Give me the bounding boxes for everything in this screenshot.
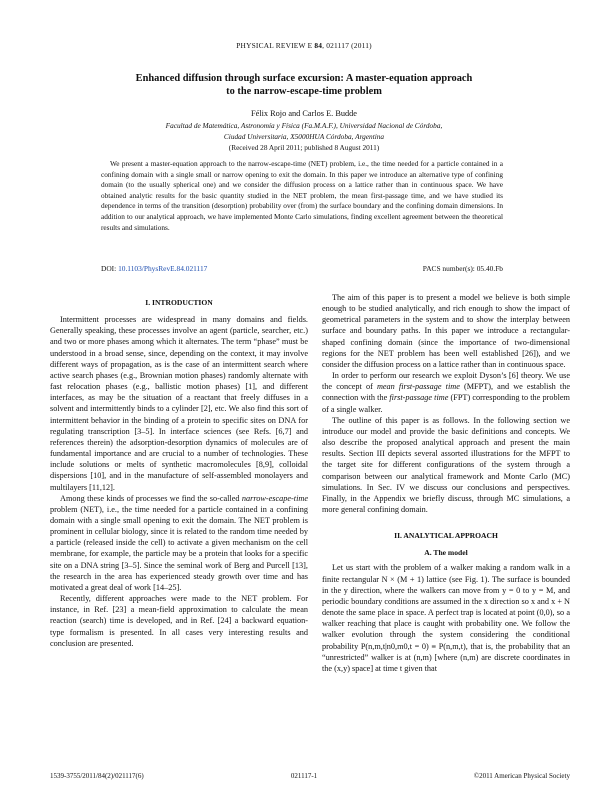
- article-number: 021117 (2011): [326, 41, 372, 50]
- section-1-heading: I. INTRODUCTION: [145, 298, 213, 307]
- intro-paragraph-2: [50, 493, 308, 593]
- footer-copyright: ©2011 American Physical Society: [473, 772, 570, 780]
- authors: Félix Rojo and Carlos E. Budde: [250, 109, 357, 118]
- doi-label: DOI:: [101, 264, 117, 273]
- text-run: (FPT) corresponding to the problem of a single walker.: [322, 393, 570, 414]
- subsection-a-heading: A. The model: [424, 548, 468, 558]
- footer-page-number: 021117-1: [290, 772, 318, 780]
- model-paragraph-1: Let us start with the problem of a walker making a random walk in a finite rectangular N × (M + 1) lattice (see Fig. 1). The surface is bounded in the y direction, where the walkers can move from y = 0 to y = M, and periodic boundary conditions are assumed in the x direction so x and x + N denote the same place in space. A perfect trap is located at point (0,0), so a walker reaching that place is caught with probability one. We follow the walker evolution through the system considering the conditional probability P(n,m,t|n0,m0,t = 0) ≡ P(n,m,t), that is, the probability that an “unrestricted” walker is at (n,m) [where (n,m) are discrete coordinates in the (x,y) space] at time t given that: [322, 563, 570, 673]
- intro-paragraph-4: The aim of this paper is to present a model we believe is both simple enough to be studied analytically, and rich enough to show the impact of geometrical parameters in the system and to show the interplay between surface and boundary paths. In this paper we introduce a rectangular-shaped confining domain (since the importance of two-dimensional regions for the NET problem has been well established [26]), and we consider the diffusion process on a lattice rather than in continuous space.: [322, 293, 570, 369]
- intro-paragraph-3: Recently, different approaches were made to the NET problem. For instance, in Ref. [23] a mean-field approximation to calculate the mean reaction (search) time is developed, and in Ref. [24] a backward equation-type formalism is presented. In all cases very interesting results and conclusion are presented.: [50, 594, 308, 648]
- pacs-numbers: PACS number(s): 05.40.Fb: [422, 264, 503, 273]
- section-2-heading: II. ANALYTICAL APPROACH: [394, 531, 498, 541]
- text-run: (MFPT), and we establish the connection with the: [322, 382, 570, 403]
- abstract: We present a master-equation approach to the narrow-escape-time (NET) problem, i.e., the time needed for a particle contained in a confining domain with a single small or narrow opening to exit the domain. In this paper we introduce an alternative type of confining domain (to the usually spherical one) and we consider the diffusion process on a lattice rather than in continuous space. We have obtained analytic results for the basic quantity studied in the NET problem, the mean first-passage time, and we have studied its dependence in terms of the transition (desorption) probability over (from) the surface boundary and the confining domain dimensions. In addition to our analytical approach, we have implemented Monte Carlo simulations, finding excellent agreement between the theoretical results and simulations.: [101, 159, 503, 232]
- intro-paragraph-5: [322, 370, 570, 415]
- doi-link[interactable]: 10.1103/PhysRevE.84.021117: [118, 264, 208, 273]
- journal-header: PHYSICAL REVIEW E 84, 021117 (2011): [236, 41, 372, 50]
- title-line-2: to the narrow-escape-time problem: [226, 86, 382, 97]
- affiliation: [80, 121, 528, 142]
- doi-line: [101, 264, 207, 273]
- affiliation-line-2: Ciudad Universitaria, X5000HUA Córdoba, Argentina: [223, 131, 385, 141]
- affiliation-line-1: Facultad de Matemática, Astronomía y Física (Fa.M.A.F.), Universidad Nacional de Córdoba,: [165, 121, 443, 130]
- text-run: In order to perform our research we exploit Dyson’s [6] theory. We use the concept of: [322, 371, 570, 392]
- intro-paragraph-6: The outline of this paper is as follows. In the following section we introduce our model and provide the basic definitions and concepts. We also describe the proposed analytical approach and present the main results. Section III depicts several assorted illustrations for the MFPT to the target site for different configurations of the system through a comparison between our analytical framework and Monte Carlo (MC) simulations. In Sec. IV we discuss our conclusions and perspectives. Finally, in the Appendix we briefly discuss, through MC simulations, a more general confining domain.: [322, 415, 570, 514]
- text-run: problem (NET), i.e., the time needed for a particle contained in a confining domain with a single small opening to exit the domain. The NET problem is prominent in cellular biology, since it is related to the random time needed by a particle (released inside the cell) to activate a given mechanism on the cell membrane, for example, the particle may be a protein that looks for a specific site on a DNA string [3–5]. Since the seminal work of Berg and Purcell [13], the research in the area has experienced steady growth over time and has motivated a great deal of work [14–25].: [50, 504, 308, 592]
- emphasis: narrow-escape-time: [241, 493, 308, 503]
- footer-issn: 1539-3755/2011/84(2)/021117(6): [50, 772, 144, 780]
- title-line-1: Enhanced diffusion through surface excursion: A master-equation approach: [135, 73, 473, 84]
- received-dates: (Received 28 April 2011; published 8 August 2011): [228, 143, 380, 152]
- spacer: [322, 515, 570, 525]
- intro-paragraph-1: Intermittent processes are widespread in many domains and fields. Generally speaking, these processes involve an agent (particle, searcher, etc.) and two or more phases among which it alternates. The term “phase” must be understood in a broad sense, since, depending on the context, it may involve different ways of propagation, as is the case of an intermittent search where active search phases (e.g., Brownian motion phases) randomly alternate with fast relocation phases (e.g., ballistic motion phases) [1], and different interfaces, as may be the situation of a reactant that freely diffuses in a solvent and intermittently binds to a cylinder [2], etc. We also find this sort of intermittent behavior in the binding of a protein to specific sites on DNA for regulating transcription [3–5]. In interface sciences (see Refs. [6,7] and references therein) the adsorption-desorption dynamics of molecules are of fundamental importance and are crucial to a number of technologies. These include solutions or melts of synthetic macromolecules [8,9], colloidal dispersions [10], and in the manufacture of self-assembled monolayers and multilayers [11,12].: [50, 315, 308, 492]
- journal-volume: 84: [314, 41, 323, 50]
- emphasis: first-passage time: [389, 393, 449, 403]
- right-column: [322, 292, 570, 674]
- left-column: [50, 292, 308, 649]
- text-run: Among these kinds of processes we find the so-called: [60, 493, 242, 503]
- paper-title: [80, 72, 528, 98]
- emphasis: mean first-passage time: [376, 382, 460, 392]
- journal-name: PHYSICAL REVIEW E: [236, 41, 313, 50]
